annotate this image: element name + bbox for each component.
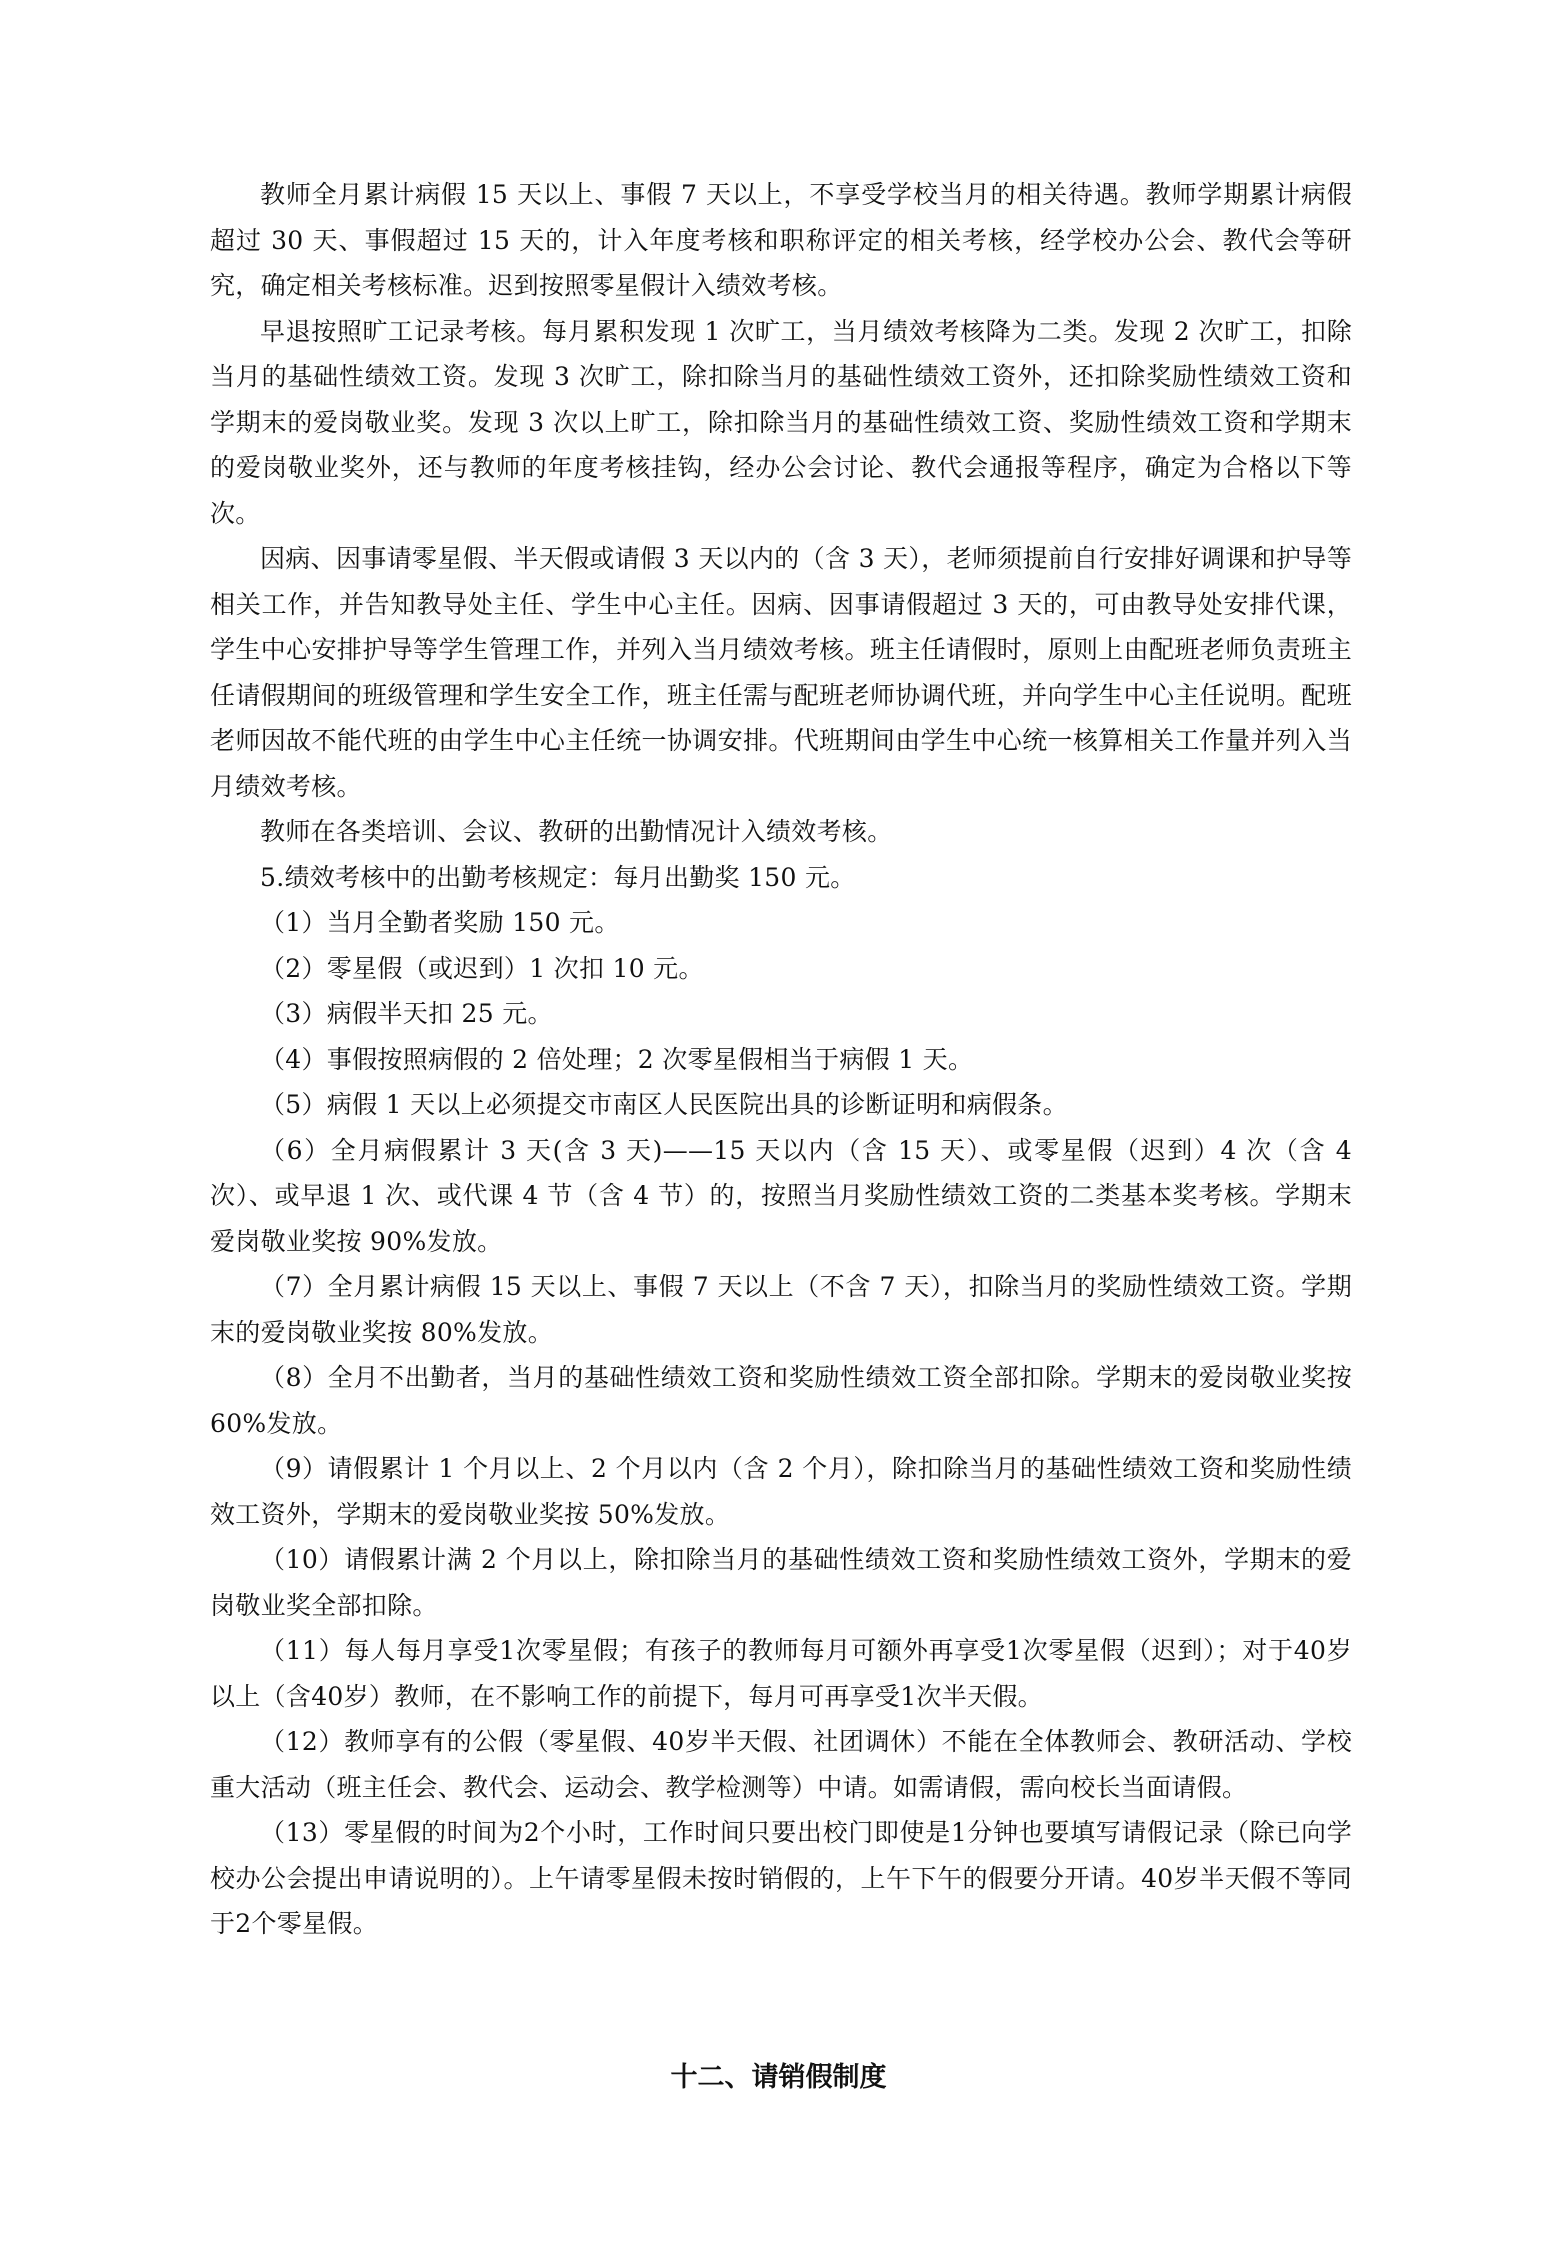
list-item-rule-2: （2）零星假（或迟到）1 次扣 10 元。	[260, 953, 704, 983]
paragraph-attendance-rules-intro: 5.绩效考核中的出勤考核规定：每月出勤奖 150 元。	[260, 862, 856, 892]
list-item-rule-10: （10）请假累计满 2 个月以上，除扣除当月的基础性绩效工资和奖励性绩效工资外，学期末的爱岗敬业奖全部扣除。	[210, 1545, 1352, 1620]
list-item-rule-11: （11）每人每月享受1次零星假；有孩子的教师每月可额外再享受1次零星假（迟到）；对于40岁以上（含40岁）教师，在不影响工作的前提下，每月可再享受1次半天假。	[210, 1636, 1353, 1711]
paragraph-early-leave-absence: 早退按照旷工记录考核。每月累积发现 1 次旷工，当月绩效考核降为二类。发现 2 次旷工，扣除当月的基础性绩效工资。发现 3 次旷工，除扣除当月的基础性绩效工资外，还扣除奖励性绩效工资和学期末的爱岗敬业奖。发现 3 次以上旷工，除扣除当月的基础性绩效工资、奖励性绩效工资和学期末的爱岗敬业奖外，还与教师的年度考核挂钩，经办公会讨论、教代会通报等程序，确定为合格以下等次。	[210, 316, 1352, 528]
list-item-rule-8: （8）全月不出勤者，当月的基础性绩效工资和奖励性绩效工资全部扣除。学期末的爱岗敬业奖按 60%发放。	[210, 1363, 1352, 1438]
list-item-rule-4: （4）事假按照病假的 2 倍处理；2 次零星假相当于病假 1 天。	[260, 1044, 974, 1074]
document-body	[210, 172, 1352, 1947]
paragraph-training-attendance: 教师在各类培训、会议、教研的出勤情况计入绩效考核。	[260, 817, 893, 846]
paragraph-leave-arrangements: 因病、因事请零星假、半天假或请假 3 天以内的（含 3 天），老师须提前自行安排好调课和护导等相关工作，并告知教导处主任、学生中心主任。因病、因事请假超过 3 天的，可由教导处安排代课，学生中心安排护导等学生管理工作，并列入当月绩效考核。班主任请假时，原则上由配班老师负责班主任请假期间的班级管理和学生安全工作，班主任需与配班老师协调代班，并向学生中心主任说明。配班老师因故不能代班的由学生中心主任统一协调安排。代班期间由学生中心统一核算相关工作量并列入当月绩效考核。	[210, 544, 1352, 801]
list-item-rule-9: （9）请假累计 1 个月以上、2 个月以内（含 2 个月），除扣除当月的基础性绩效工资和奖励性绩效工资外，学期末的爱岗敬业奖按 50%发放。	[210, 1454, 1352, 1529]
list-item-rule-6: （6）全月病假累计 3 天(含 3 天)——15 天以内（含 15 天）、或零星假（迟到）4 次（含 4 次）、或早退 1 次、或代课 4 节（含 4 节）的，按照当月奖励性绩效工资的二类基本奖考核。学期末爱岗敬业奖按 90%发放。	[210, 1135, 1352, 1256]
section-heading: 十二、请销假制度	[670, 2062, 887, 2093]
list-item-rule-1: （1）当月全勤者奖励 150 元。	[260, 908, 620, 937]
list-item-rule-5: （5）病假 1 天以上必须提交市南区人民医院出具的诊断证明和病假条。	[260, 1090, 1068, 1119]
list-item-rule-13: （13）零星假的时间为2个小时，工作时间只要出校门即使是1分钟也要填写请假记录（除已向学校办公会提出申请说明的）。上午请零星假未按时销假的，上午下午的假要分开请。40岁半天假不等同于2个零星假。	[210, 1818, 1352, 1938]
list-item-rule-12: （12）教师享有的公假（零星假、40岁半天假、社团调休）不能在全体教师会、教研活动、学校重大活动（班主任会、教代会、运动会、教学检测等）中请。如需请假，需向校长当面请假。	[210, 1727, 1352, 1802]
list-item-rule-3: （3）病假半天扣 25 元。	[260, 999, 553, 1028]
paragraph-sick-leave-limits: 教师全月累计病假 15 天以上、事假 7 天以上，不享受学校当月的相关待遇。教师学期累计病假超过 30 天、事假超过 15 天的，计入年度考核和职称评定的相关考核，经学校办公会、教代会等研究，确定相关考核标准。迟到按照零星假计入绩效考核。	[210, 180, 1352, 300]
list-item-rule-7: （7）全月累计病假 15 天以上、事假 7 天以上（不含 7 天），扣除当月的奖励性绩效工资。学期末的爱岗敬业奖按 80%发放。	[210, 1272, 1352, 1347]
